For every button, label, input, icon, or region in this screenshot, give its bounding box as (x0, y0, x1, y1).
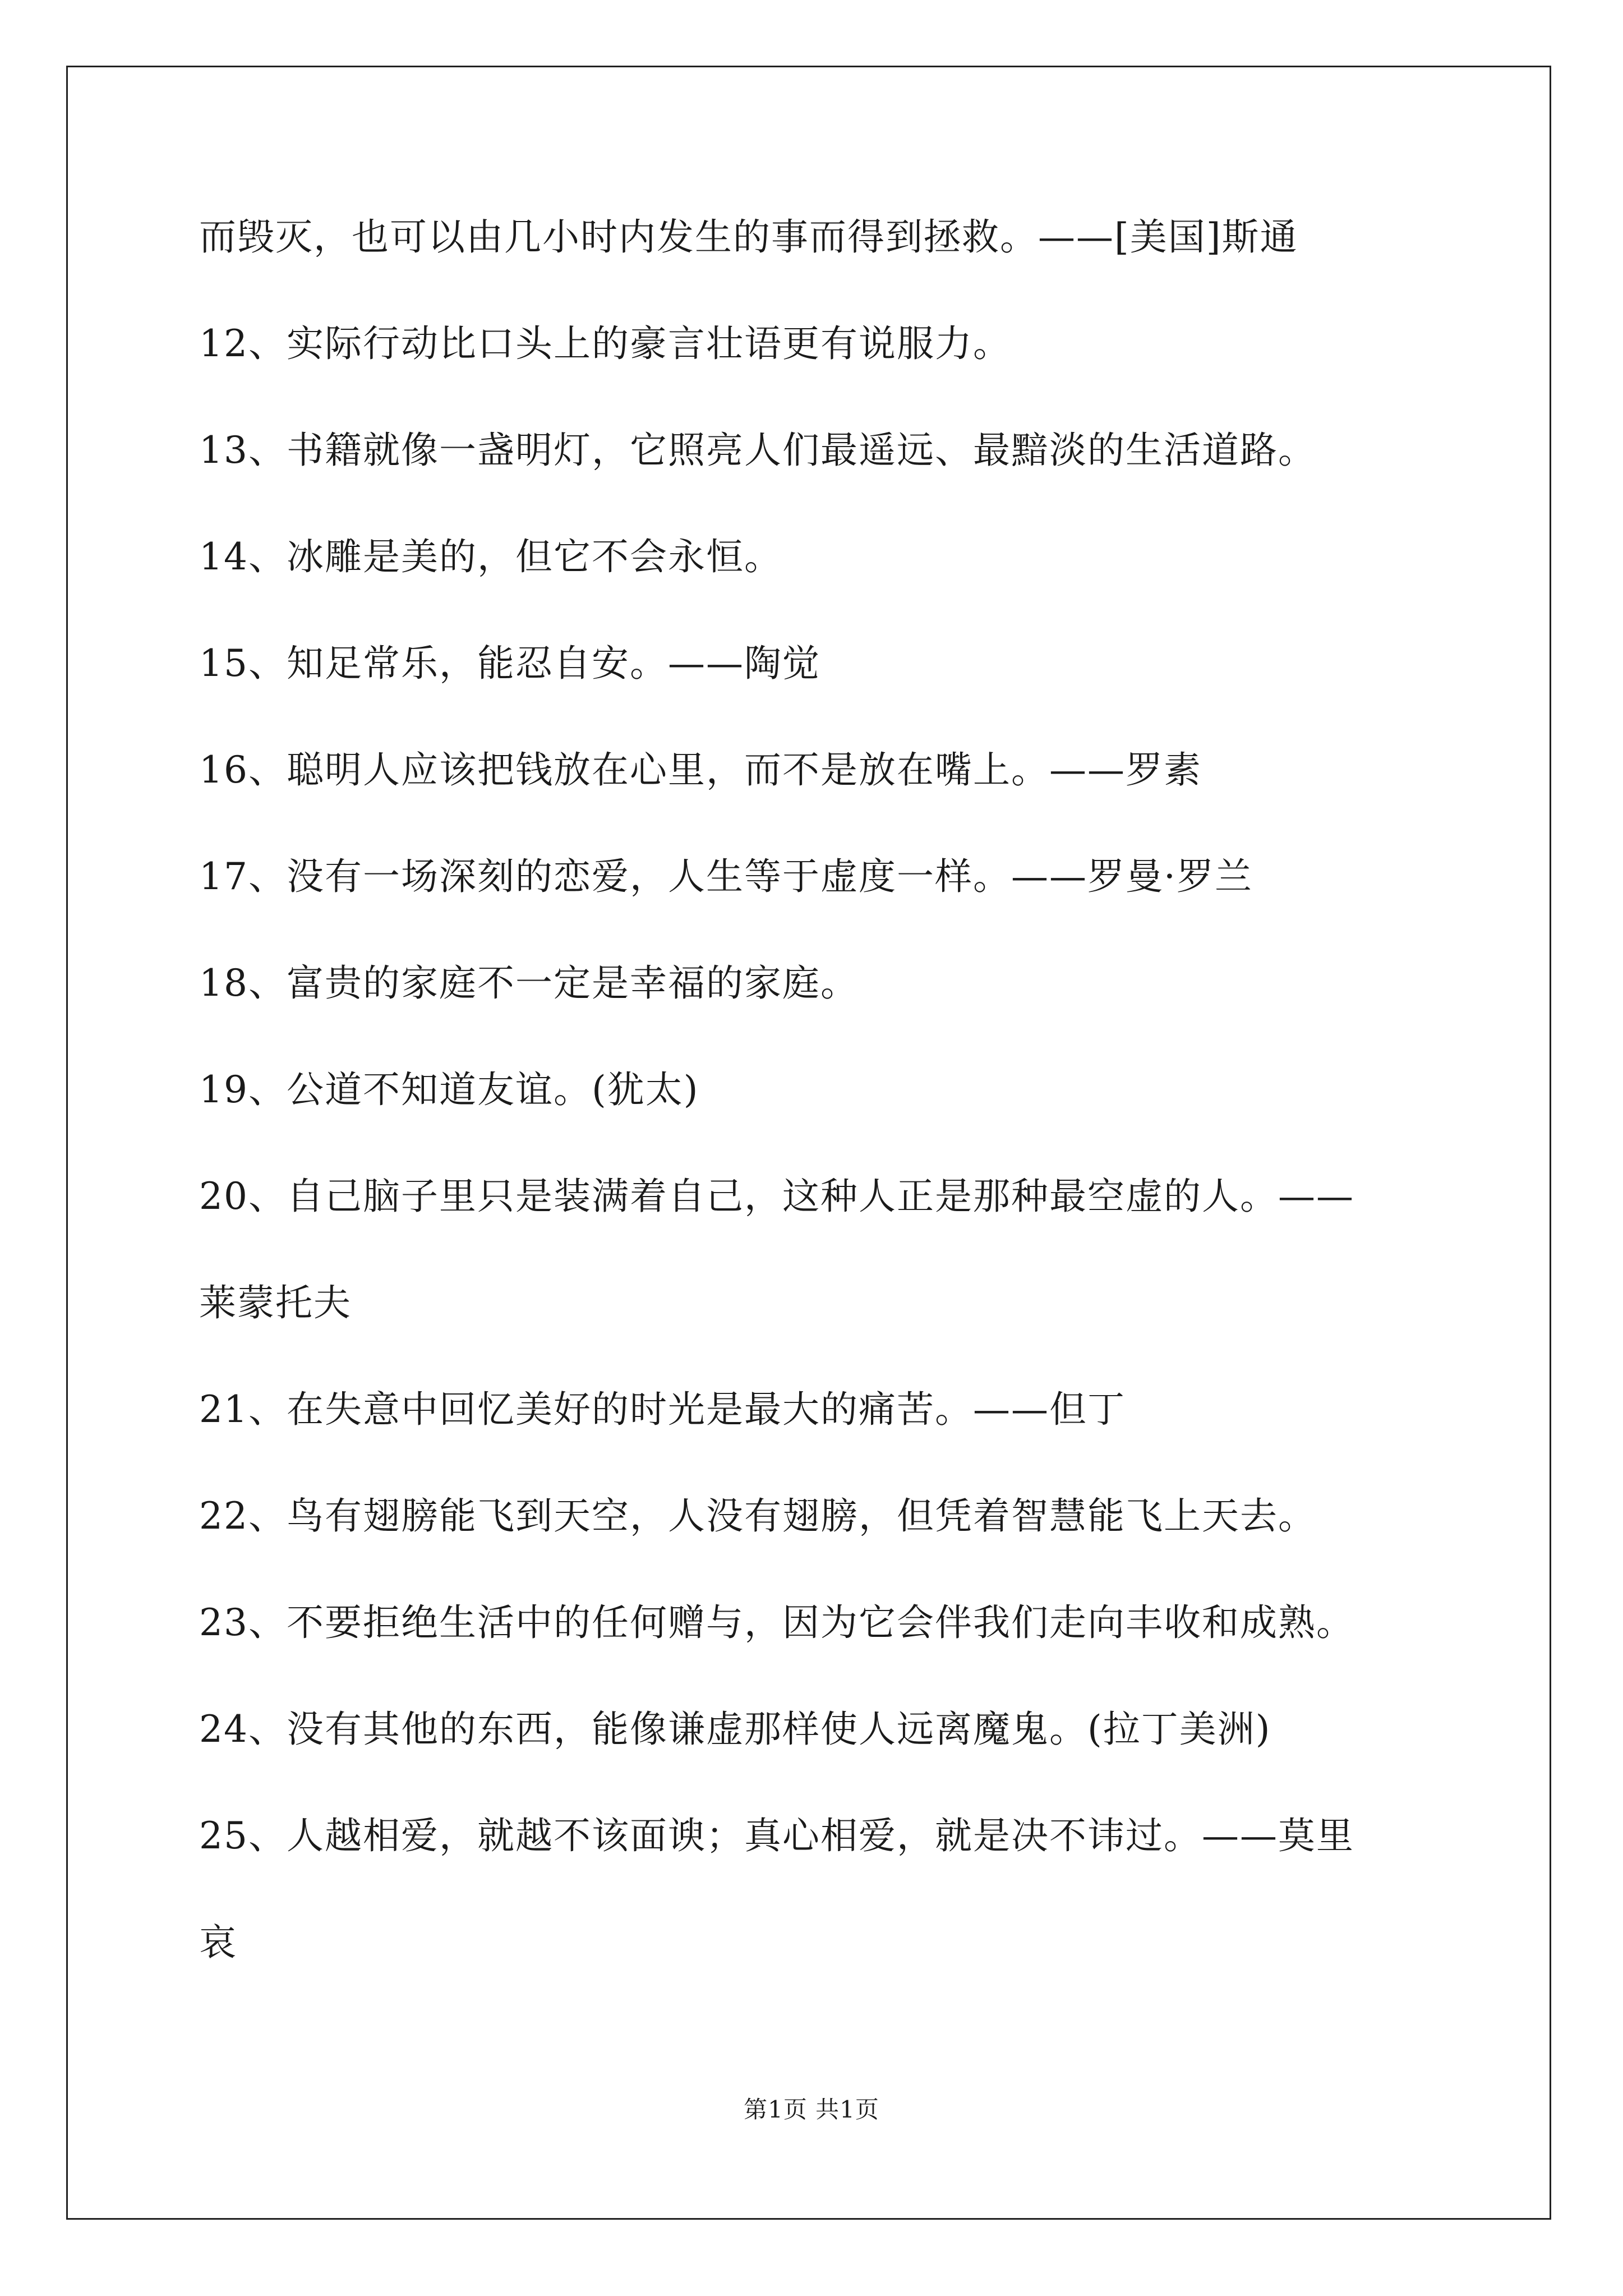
document-body (199, 215, 1461, 2031)
text-line: 16、聪明人应该把钱放在心里，而不是放在嘴上。——罗素 (199, 748, 1202, 792)
text-line: 15、知足常乐，能忍自安。——陶觉 (199, 642, 820, 685)
text-line: 23、不要拒绝生活中的任何赠与，因为它会伴我们走向丰收和成熟。 (199, 1601, 1354, 1644)
text-line: 20、自己脑子里只是装满着自己，这种人正是那种最空虚的人。—— (199, 1175, 1354, 1218)
text-line: 而毁灭，也可以由几小时内发生的事而得到拯救。——[美国]斯通 (199, 215, 1298, 259)
text-line: 19、公道不知道友谊。(犹太) (199, 1068, 699, 1111)
text-line: 18、富贵的家庭不一定是幸福的家庭。 (199, 961, 859, 1005)
text-line: 12、实际行动比口头上的豪言壮语更有说服力。 (199, 322, 1011, 365)
text-line: 哀 (199, 1921, 237, 1964)
text-line: 莱蒙托夫 (199, 1281, 352, 1324)
text-line: 21、在失意中回忆美好的时光是最大的痛苦。——但丁 (199, 1388, 1126, 1431)
text-line: 14、冰雕是美的，但它不会永恒。 (199, 535, 782, 578)
text-line: 13、书籍就像一盏明灯，它照亮人们最遥远、最黯淡的生活道路。 (199, 429, 1316, 472)
text-line: 24、没有其他的东西，能像谦虚那样使人远离魔鬼。(拉丁美洲) (199, 1708, 1271, 1751)
text-line: 25、人越相爱，就越不该面谀；真心相爱，就是决不讳过。——莫里 (199, 1814, 1354, 1857)
text-line: 17、没有一场深刻的恋爱，人生等于虚度一样。——罗曼·罗兰 (199, 855, 1253, 898)
text-line: 22、鸟有翅膀能飞到天空，人没有翅膀，但凭着智慧能飞上天去。 (199, 1494, 1316, 1538)
page-footer: 第1页 共1页 (744, 2096, 879, 2123)
